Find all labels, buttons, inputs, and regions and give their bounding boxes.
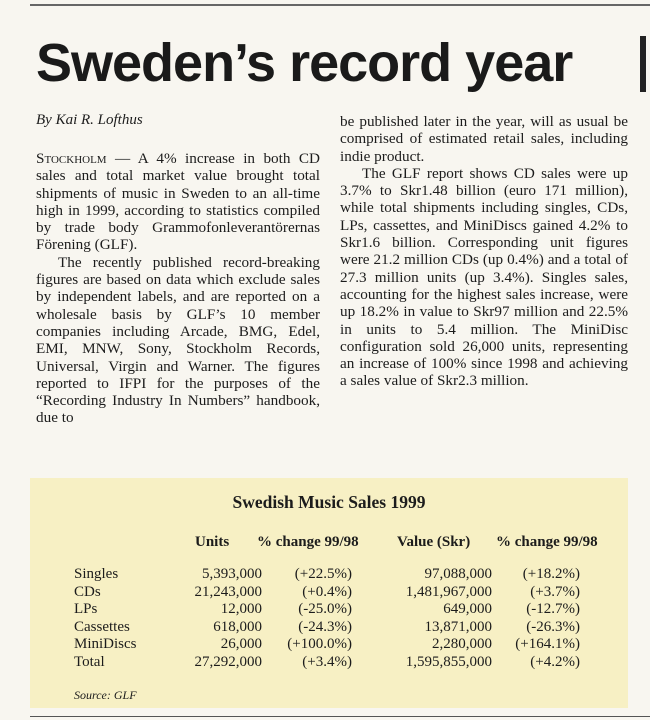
row-label: Cassettes	[74, 618, 130, 635]
table-title: Swedish Music Sales 1999	[232, 492, 426, 512]
row-value: 1,481,967,000	[405, 583, 492, 600]
row-units: 27,292,000	[194, 653, 262, 670]
sales-table	[30, 478, 628, 708]
row-units-change: (+100.0%)	[287, 636, 352, 652]
top-rule	[30, 4, 650, 10]
row-value-change: (-12.7%)	[526, 601, 580, 617]
article-paragraph-1	[36, 150, 320, 254]
row-value: 649,000	[443, 601, 492, 617]
row-units-change: (+3.4%)	[302, 653, 352, 670]
row-value-change: (+4.2%)	[530, 653, 580, 670]
row-value: 13,871,000	[424, 618, 492, 635]
article-paragraph-2: The recently published record-breaking figures are based on data which exclude sales by independent labels, and are reported on a wholesale basis by GLF’s 10 member companies including Arcade, BMG, Edel, EMI, MNW, Sony, Stockholm Records, Universal, Virgin and Warner. The figures reported to IFPI for the purposes of the “Recording Industry In Numbers” handbook, due to	[36, 253, 320, 427]
edge-bar	[640, 36, 646, 92]
row-value: 97,088,000	[424, 566, 492, 582]
header-value: Value (Skr)	[397, 534, 471, 550]
dateline: Stockholm	[36, 150, 107, 167]
row-value-change: (+164.1%)	[515, 636, 580, 652]
row-units: 21,243,000	[194, 583, 262, 600]
article-headline: Sweden’s record year	[36, 33, 573, 93]
article-paragraph-3: be published later in the year, will as usual be comprised of estimated retail sales, including indie product.	[340, 113, 628, 165]
header-units: Units	[195, 534, 230, 550]
row-units: 12,000	[220, 601, 262, 617]
row-label: MiniDiscs	[74, 636, 137, 652]
row-value-change: (+3.7%)	[530, 583, 580, 600]
row-value: 1,595,855,000	[405, 653, 492, 670]
row-value: 2,280,000	[432, 636, 492, 652]
row-label: CDs	[74, 583, 101, 600]
row-units-change: (+22.5%)	[294, 566, 352, 582]
row-value-change: (-26.3%)	[526, 618, 580, 635]
row-label: LPs	[74, 601, 98, 617]
row-units: 618,000	[213, 618, 262, 635]
row-units: 26,000	[220, 636, 262, 652]
table-source: Source: GLF	[74, 688, 137, 702]
article-paragraph-4: The GLF report shows CD sales were up 3.7% to Skr1.48 billion (euro 171 million), while total shipments including singles, CDs, LPs, cassettes, and MiniDiscs gained 4.2% to Skr1.6 billion. Corresponding unit figures were 21.2 million CDs (up 0.4%) and a total of 27.3 million units (up 3.4%). Singles sales, accounting for the highest sales increase, were up 18.2% in value to Skr97 million and 22.5% in units to 5.4 million. The MiniDisc configuration sold 26,000 units, representing an increase of 100% since 1998 and achieving a sales value of Skr2.3 million.	[340, 164, 628, 390]
row-units: 5,393,000	[202, 566, 262, 582]
row-label: Total	[74, 653, 105, 670]
paragraph-1-text: — A 4% increase in both CD sales and total market value brought total shipments of music in Sweden to an all-time high in 1999, according to statistics compiled by trade body Grammofonleverantörernas Förening (GLF).	[36, 150, 320, 254]
header-units-change: % change 99/98	[257, 534, 359, 550]
byline: By Kai R. Lofthus	[36, 112, 143, 128]
article-column-right	[340, 113, 628, 390]
row-units-change: (-24.3%)	[298, 618, 352, 635]
article-column-left	[36, 150, 320, 427]
row-value-change: (+18.2%)	[522, 566, 580, 582]
header-value-change: % change 99/98	[496, 534, 598, 550]
row-label: Singles	[74, 566, 119, 582]
row-units-change: (+0.4%)	[302, 583, 352, 600]
bottom-rule	[30, 716, 650, 717]
row-units-change: (-25.0%)	[298, 601, 352, 617]
